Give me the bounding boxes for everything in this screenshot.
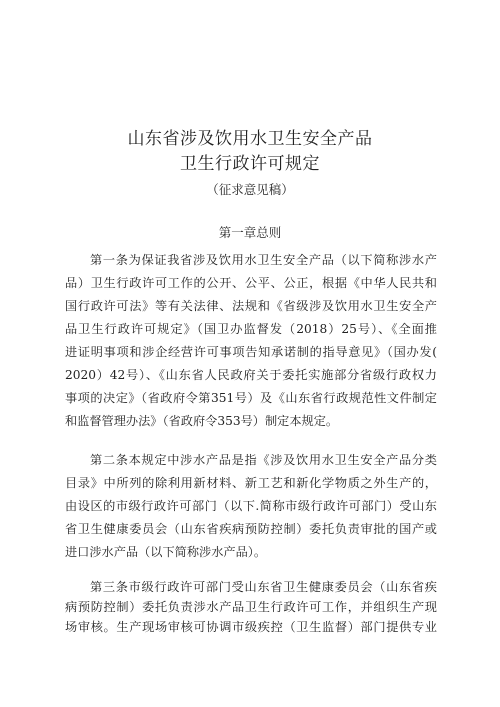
article-1-line: 品卫生行政许可规定》（国卫办监督发（2018）25号）、《全面推: [65, 322, 437, 336]
article-1-line: 国行政许可法》等有关法律、法规和《省级涉及饮用水卫生安全产: [65, 299, 437, 313]
document-title-line-1: 山东省涉及饮用水卫生安全产品: [127, 129, 373, 149]
article-2-line: 由设区的市级行政许可部门（以下.简称市级行政许可部门）受山东: [65, 499, 437, 513]
article-2-line: 第二条本规定中涉水产品是指《涉及饮用水卫生安全产品分类: [90, 453, 437, 467]
document-title-line-2: 卫生行政许可规定: [180, 154, 320, 174]
article-1-line: 事项的决定》（省政府令第351号）及《山东省行政规范性文件制定: [65, 391, 437, 405]
article-1-line: 进证明事项和涉企经营许可事项告知承诺制的指导意见》（国办发(: [65, 345, 437, 359]
chapter-heading: 第一章总则: [218, 225, 282, 240]
article-2-line: 目录》中所列的除利用新材料、新工艺和新化学物质之外生产的，: [65, 476, 437, 490]
article-2-line: 进口涉水产品（以下简称涉水产品）。: [65, 545, 267, 559]
article-2-line: 省卫生健康委员会（山东省疾病预防控制）委托负责审批的国产或: [65, 522, 437, 536]
article-1-line: 2020）42号）、《山东省人民政府关于委托实施部分省级行政权力: [65, 368, 437, 382]
article-1-line: 品）卫生行政许可工作的公开、公平、公正，根据《中华人民共和: [65, 276, 437, 290]
document-subtitle: （征求意见稿）: [206, 182, 294, 197]
article-1-line: 第一条为保证我省涉及饮用水卫生安全产品（以下简称涉水产: [90, 253, 437, 267]
article-3-line: 第三条市级行政许可部门受山东省卫生健康委员会（山东省疾: [90, 580, 437, 594]
article-3-line: 病预防控制）委托负责涉水产品卫生行政许可工作，并组织生产现: [65, 600, 437, 614]
article-3-line: 场审核。生产现场审核可协调市级疾控（卫生监督）部门提供专业: [65, 620, 437, 634]
article-1-line: 和监督管理办法》（省政府令353号）制定本规定。: [65, 414, 339, 428]
